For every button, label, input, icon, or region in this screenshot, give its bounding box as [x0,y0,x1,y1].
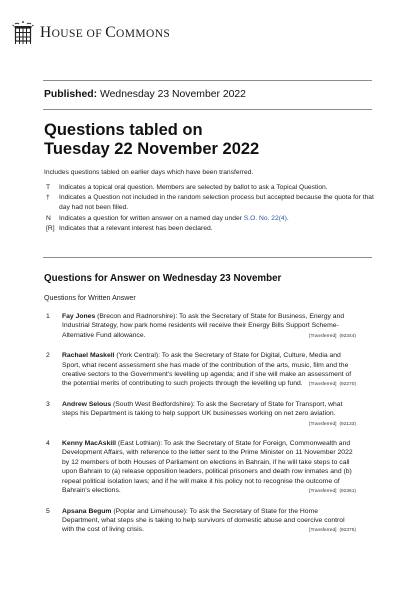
question-reference: [Transferred] (92361) [309,489,356,495]
question-number: 1 [46,313,50,320]
legend-symbol: † [46,194,50,202]
question-item [44,439,356,496]
published-label: Published: [44,89,98,100]
member-name: Fay Jones [62,313,96,320]
masthead [12,20,170,46]
legend-item: N Indicates a question for written answer on a named day under S.O. No. 22(4). [44,214,374,224]
question-reference: [Transferred] (92270) [309,382,356,388]
question-text: To ask the Secretary of State for Transport, what steps his Department is taking to help support UK businesses working on net zero aviation. [62,400,343,418]
question-item [44,507,356,536]
question-text: To ask the Secretary of State for the Home Department, what steps she is taking to help survivors of domestic abuse and coercive control with the cost of living crisis. [62,507,345,534]
standing-order-link[interactable]: S.O. No. 22(4) [243,214,287,222]
question-item [44,400,356,429]
member-name: Kenny MacAskill [62,440,117,448]
question-item [44,312,356,341]
question-reference: [Transferred] (92344) [309,333,356,339]
constituency: (South West Bedfordshire): [111,400,197,408]
legend-item: [R] Indicates that a relevant interest has been declared. [44,224,374,234]
question-reference: [Transferred] (92133) [309,421,356,427]
question-text: To ask the Secretary of State for Foreign, Commonwealth and Development Affairs, with reference to the letter sent to the Prime Minister on 11 November 2022 by 12 members of both Houses of Parliament on elections in Bahrain, if he will take steps to call upon Bahrain to (a) release opposition leaders, political prisoners and death row inmates and (b) repeal political isolation laws; and if he will make it his policy not to recognise the outcome of Bahrain's elections. [62,440,353,495]
constituency: (Poplar and Limehouse): [111,507,190,515]
house-name: HOUSE OF COMMONS [40,24,171,41]
published-date: Wednesday 23 November 2022 [100,89,246,100]
question-number: 5 [46,507,50,515]
constituency: (Brecon and Radnorshire): [95,313,179,320]
constituency: (East Lothian): [116,440,164,448]
divider [43,80,372,81]
section-title: Questions for Answer on Wednesday 23 November [44,273,282,284]
question-number: 2 [46,352,50,360]
question-item [44,351,356,390]
question-list [44,312,356,546]
divider [43,257,372,258]
portcullis-icon [12,20,34,46]
divider [43,109,372,110]
legend-item: T Indicates a topical oral question. Members are selected by ballot to ask a Topical Question. [44,183,374,193]
member-name: Rachael Maskell [62,352,115,360]
symbol-legend [44,183,374,234]
legend-symbol: [R] [46,224,55,232]
question-text: To ask the Secretary of State for Digital, Culture, Media and Sport, what recent assessment she has made of the contribution of the arts, music, film and the creative sectors to the Government's levelling up agenda; and if she will make an assessment of the potential merits of contributing to such projects through the levelling up fund. [62,352,352,388]
legend-symbol: N [46,214,51,222]
question-text: To ask the Secretary of State for Business, Energy and Industrial Strategy, how park home residents will receive their Energy Bills Support Scheme-Alternative Fund allowance. [62,313,345,339]
section-subhead: Questions for Written Answer [44,294,136,302]
constituency: (York Central): [114,352,162,360]
published-line [44,89,246,100]
question-number: 3 [46,400,50,408]
intro-text: Includes questions tabled on earlier days which have been transferred. [44,169,254,176]
member-name: Apsana Begum [62,507,112,515]
question-number: 4 [46,440,50,448]
legend-item: † Indicates a Question not included in the random selection process but accepted because the quota for that day had not been filled. [44,193,374,213]
member-name: Andrew Selous [62,400,112,408]
question-reference: [Transferred] (92375) [309,528,356,534]
legend-symbol: T [46,184,51,191]
page-title: Questions tabled on Tuesday 22 November 2022 [44,121,260,158]
